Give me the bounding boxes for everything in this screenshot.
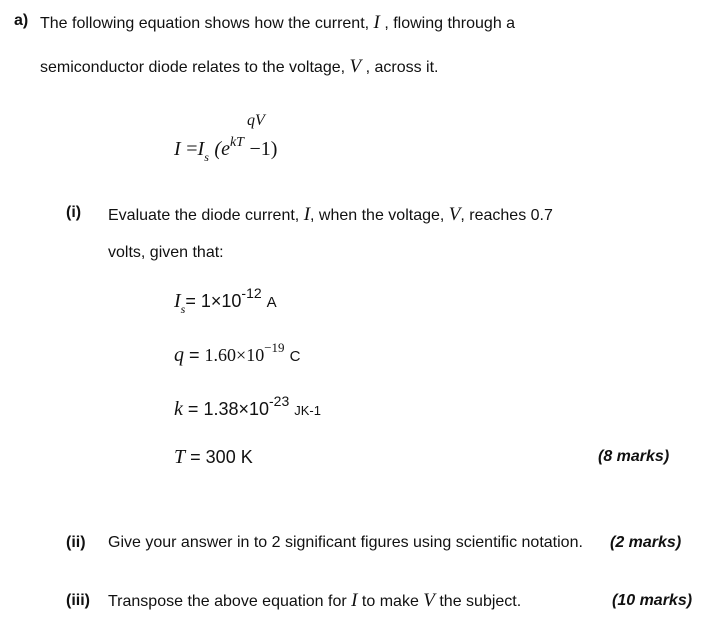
given-q-mantissa: 1.60×10 bbox=[204, 345, 265, 365]
given-is-mantissa: 1×10 bbox=[200, 291, 242, 311]
intro-text-2-end: , across it. bbox=[365, 59, 439, 76]
given-t-eq: = bbox=[190, 447, 201, 467]
given-k-exp: -23 bbox=[269, 393, 290, 409]
part-a-intro-line1 bbox=[40, 12, 515, 34]
intro-text-end: , flowing through a bbox=[384, 15, 516, 32]
given-k-eq: = bbox=[187, 399, 199, 419]
part-iii-line bbox=[108, 590, 521, 612]
eq-is-sub: s bbox=[204, 150, 209, 164]
given-t bbox=[174, 446, 253, 469]
given-is-sub: s bbox=[180, 302, 186, 316]
part-i-current-symbol: I bbox=[303, 204, 311, 225]
part-iii-marks: (10 marks) bbox=[612, 592, 693, 609]
part-i-marks: (8 marks) bbox=[598, 448, 670, 465]
given-is-unit: A bbox=[266, 294, 277, 311]
given-t-var: T bbox=[174, 446, 186, 468]
part-i-text3: , reaches 0.7 bbox=[460, 207, 553, 224]
diode-equation bbox=[174, 135, 278, 164]
intro-text-2: semiconductor diode relates to the voltage, bbox=[40, 59, 346, 76]
given-is-var: I bbox=[174, 290, 181, 312]
given-k-unit: JK-1 bbox=[294, 403, 321, 418]
part-iii-voltage-symbol: V bbox=[423, 590, 435, 611]
part-ii-text: Give your answer in to 2 significant figures using scientific notation. bbox=[108, 534, 583, 551]
part-i-voltage-symbol: V bbox=[448, 204, 461, 225]
eq-minus-one: −1) bbox=[249, 138, 278, 160]
given-is-eq: = bbox=[185, 291, 196, 311]
intro-text: The following equation shows how the current, bbox=[40, 15, 370, 32]
given-q-exp: −19 bbox=[264, 340, 285, 355]
given-q bbox=[174, 340, 301, 367]
voltage-symbol: V bbox=[349, 56, 362, 77]
part-i-text1: Evaluate the diode current, bbox=[108, 207, 300, 224]
part-iii-label: (iii) bbox=[66, 592, 90, 609]
part-i-line2: volts, given that: bbox=[108, 244, 224, 261]
eq-is: I bbox=[197, 138, 205, 160]
given-q-var: q bbox=[174, 344, 184, 366]
part-iii-current-symbol: I bbox=[351, 590, 358, 611]
given-is-exp: -12 bbox=[241, 285, 262, 301]
part-i-line1 bbox=[108, 204, 553, 226]
given-t-value: 300 bbox=[205, 447, 236, 467]
part-ii-label: (ii) bbox=[66, 534, 86, 551]
exponent-bottom: kT bbox=[229, 135, 244, 150]
given-is bbox=[174, 285, 277, 316]
given-k bbox=[174, 393, 321, 421]
part-i-text2: , when the voltage, bbox=[310, 207, 445, 224]
given-k-var: k bbox=[174, 398, 183, 420]
part-ii-marks: (2 marks) bbox=[610, 534, 682, 551]
part-i-label: (i) bbox=[66, 204, 82, 221]
part-iii-text2: to make bbox=[361, 593, 419, 610]
part-a-label: a) bbox=[14, 12, 29, 29]
given-q-unit: C bbox=[289, 348, 301, 365]
part-iii-text3: the subject. bbox=[439, 593, 522, 610]
given-t-unit: K bbox=[240, 447, 253, 467]
given-k-mantissa: 1.38×10 bbox=[203, 399, 270, 419]
given-q-eq: = bbox=[189, 345, 200, 365]
eq-open-e: (e bbox=[214, 138, 230, 160]
part-a-intro-line2 bbox=[40, 56, 439, 78]
current-symbol: I bbox=[373, 12, 380, 33]
exponent-top: qV bbox=[247, 112, 265, 129]
eq-equals: = bbox=[186, 138, 198, 160]
eq-lhs: I bbox=[174, 138, 181, 160]
part-iii-text1: Transpose the above equation for bbox=[108, 593, 347, 610]
